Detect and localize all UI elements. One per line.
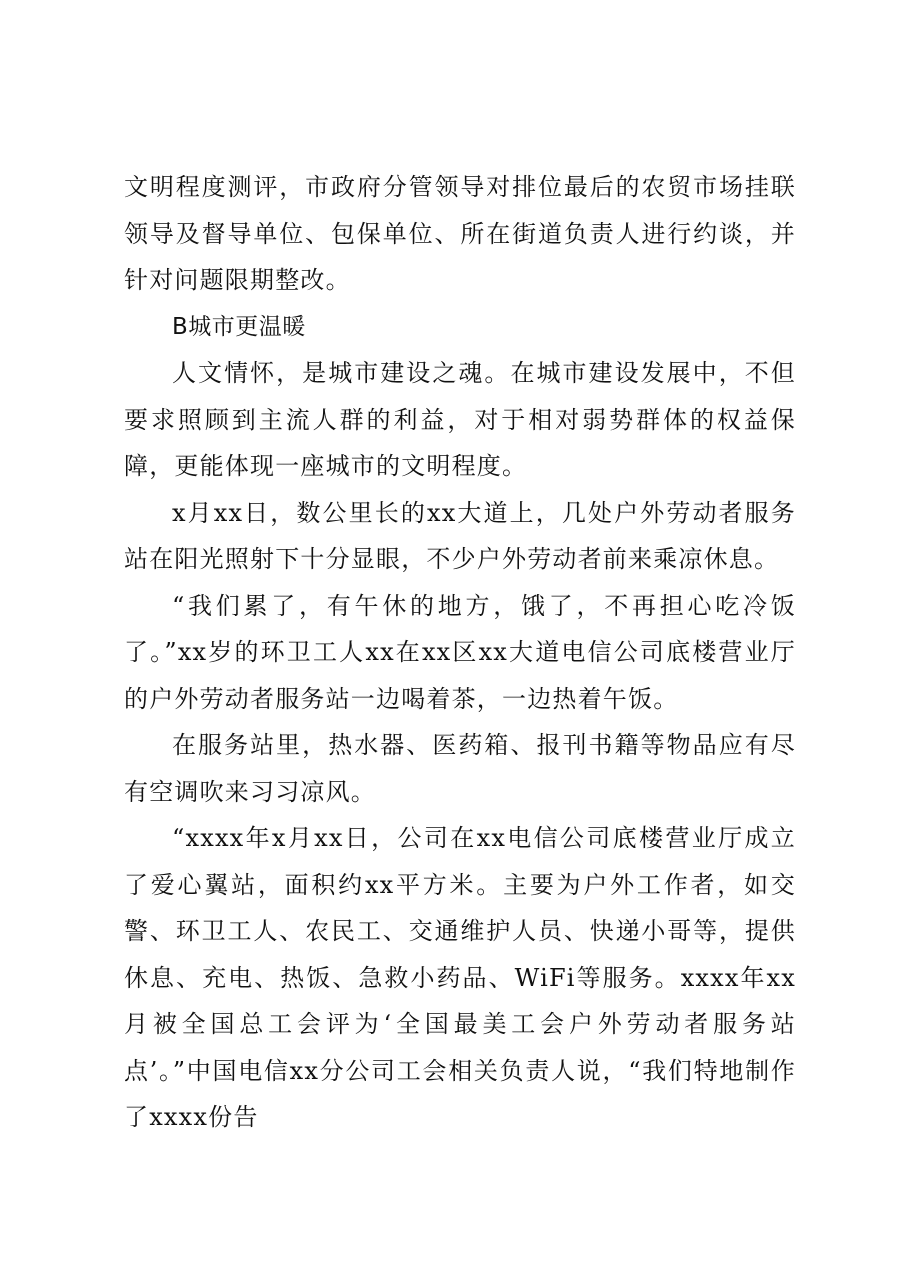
paragraph-1: 文明程度测评，市政府分管领导对排位最后的农贸市场挂联领导及督导单位、包保单位、所在街道负责人进行约谈，并针对问题限期整改。 xyxy=(124,173,796,294)
paragraph-6: “xxxx年x月xx日，公司在xx电信公司底楼营业厅成立了爱心翼站，面积约xx平方米。主要为户外工作者，如交警、环卫工人、农民工、交通维护人员、快递小哥等，提供休息、充电、热饭、急救小药品、WiFi等服务。xxxx年xx月被全国总工会评为‘全国最美工会户外劳动者服务站点’。”中国电信xx分公司工会相关负责人说，“我们特地制作了xxxx份告 xyxy=(124,824,796,1131)
paragraph-2: 人文情怀，是城市建设之魂。在城市建设发展中，不但要求照顾到主流人群的利益，对于相对弱势群体的权益保障，更能体现一座城市的文明程度。 xyxy=(124,359,796,480)
document-body xyxy=(124,164,796,1141)
paragraph-3: x月xx日，数公里长的xx大道上，几处户外劳动者服务站在阳光照射下十分显眼，不少户外劳动者前来乘凉休息。 xyxy=(124,498,796,573)
section-heading-b: B城市更温暖 xyxy=(172,313,306,340)
paragraph-5: 在服务站里，热水器、医药箱、报刊书籍等物品应有尽有空调吹来习习凉风。 xyxy=(124,731,796,806)
paragraph-4: “我们累了，有午休的地方，饿了，不再担心吃冷饭了。”xx岁的环卫工人xx在xx区xx大道电信公司底楼营业厅的户外劳动者服务站一边喝着茶，一边热着午饭。 xyxy=(124,591,796,713)
